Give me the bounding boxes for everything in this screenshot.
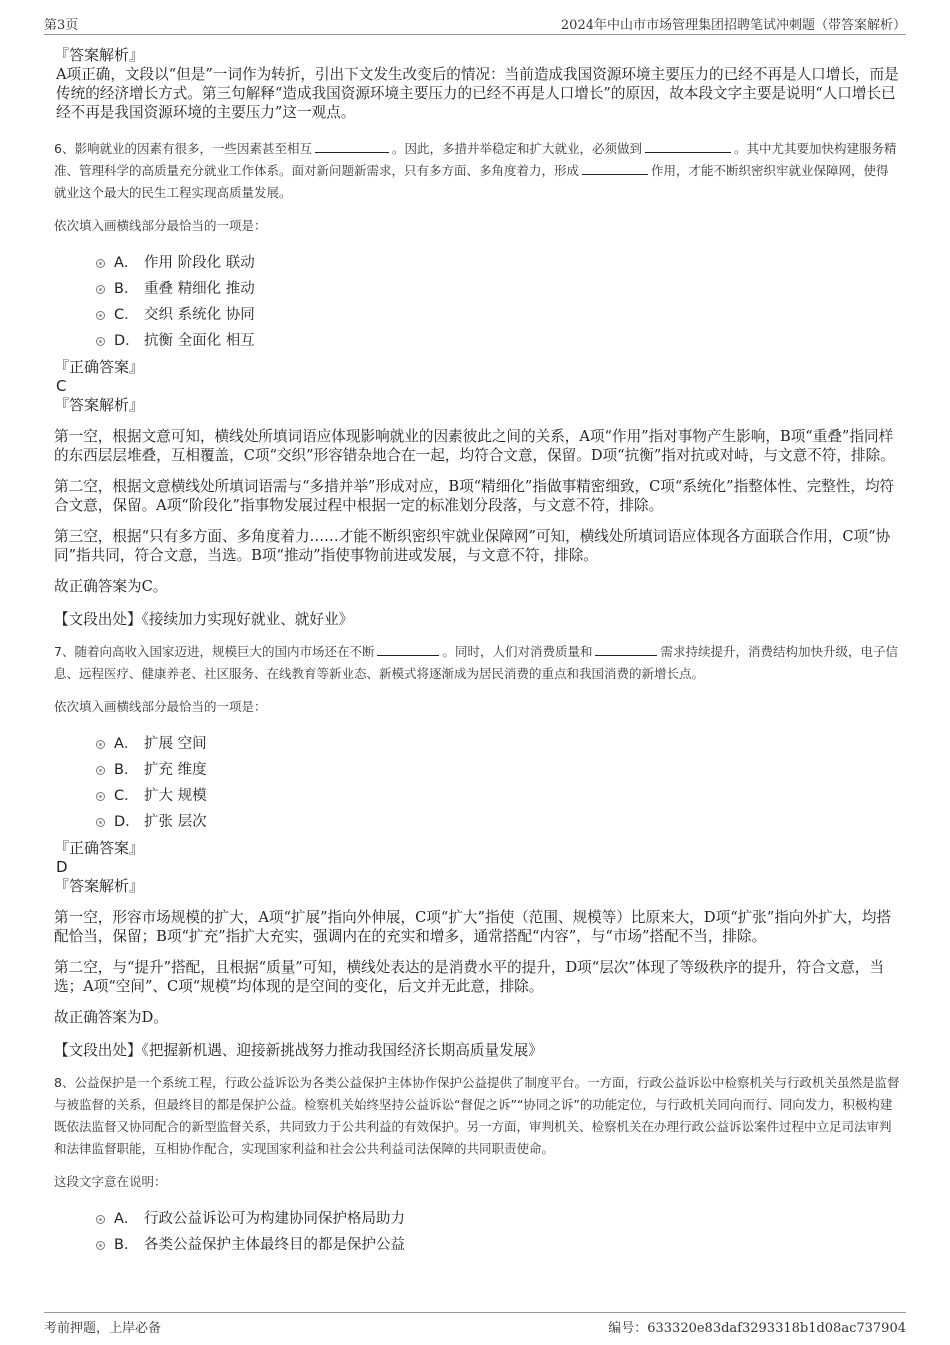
fill-blank: [582, 162, 648, 175]
page-header: [44, 12, 906, 35]
question-6: [54, 138, 900, 629]
analysis-paragraph: 第二空，根据文意横线处所填词语需与“多措并举”形成对应，B项“精细化”指做事精密细致，C项“系统化”指整体性、完整性，均符合文意，保留。A项“阶段化”指事物发展过程中根据一定的标准划分段落，与文意不符，排除。: [54, 478, 895, 514]
option-b[interactable]: B． 扩充 维度: [54, 757, 900, 783]
question-instruction: 依次填入画横线部分最恰当的一项是：: [54, 218, 267, 233]
correct-answer-tag: 『正确答案』: [54, 839, 145, 857]
option-d[interactable]: D． 扩张 层次: [54, 809, 900, 835]
source-citation: 【文段出处】《接续加力实现好就业、就好业》: [54, 611, 354, 628]
radio-button[interactable]: [96, 818, 105, 827]
option-list: [54, 731, 900, 835]
document-title: 2024年中山市市场管理集团招聘笔试冲刺题（带答案解析）: [560, 18, 906, 33]
radio-button[interactable]: [96, 259, 105, 268]
radio-button[interactable]: [96, 792, 105, 801]
radio-button[interactable]: [96, 1215, 105, 1224]
fill-blank: [377, 643, 439, 656]
option-a[interactable]: A． 作用 阶段化 联动: [54, 250, 900, 276]
question-instruction: 这段文字意在说明：: [54, 1174, 167, 1189]
footer-slogan: 考前押题，上岸必备: [44, 1321, 162, 1336]
radio-button[interactable]: [96, 1241, 105, 1250]
correct-answer: C: [56, 377, 67, 395]
page-footer: [44, 1312, 906, 1339]
radio-button[interactable]: [96, 285, 105, 294]
analysis-tag: 『答案解析』: [54, 877, 145, 895]
analysis-paragraph: 第一空，形容市场规模的扩大，A项“扩展”指向外伸展，C项“扩大”指使（范围、规模等）比原来大，D项“扩张”指向外扩大，均搭配恰当，保留；B项“扩充”指扩大充实，强调内在的充实和增多，通常搭配“内容”，与“市场”搭配不当，排除。: [54, 909, 892, 945]
question-stem: 7、随着向高收入国家迈进，规模巨大的国内市场还在不断 。同时，人们对消费质量和 需求持续提升，消费结构加快升级，电子信息、远程医疗、健康养老、社区服务、在线教育等新业态、新模式将逐渐成为居民消费的重点和我国消费的新增长点。: [54, 644, 898, 681]
analysis-paragraph: 第二空，与“提升”搭配，且根据“质量”可知，横线处表达的是消费水平的提升，D项“层次”体现了等级秩序的提升，符合文意，当选；A项“空间”、C项“规模”均体现的是空间的变化，后文并无此意，排除。: [54, 959, 884, 995]
page-content: [54, 44, 900, 1258]
correct-answer: D: [56, 858, 68, 876]
question-stem: 8、公益保护是一个系统工程，行政公益诉讼为各类公益保护主体协作保护公益提供了制度平台。一方面，行政公益诉讼中检察机关与行政机关虽然是监督与被监督的关系，但最终目的都是保护公益。检察机关始终坚持公益诉讼“督促之诉”“协同之诉”的功能定位，与行政机关同向而行、同向发力，积极构建既依法监督又协同配合的新型监督关系，共同致力于公共利益的有效保护。另一方面，审判机关、检察机关在办理行政公益诉讼案件过程中立足司法审判和法律监督职能，互相协作配合，实现国家利益和社会公共利益司法保障的共同职责使命。: [54, 1075, 900, 1156]
analysis-paragraph: 第三空，根据“只有多方面、多角度着力……才能不断织密织牢就业保障网”可知，横线处所填词语应体现各方面联合作用，C项“协同”指共同，符合文意，当选。B项“推动”指使事物前进或发展，与文意不符，排除。: [54, 528, 891, 564]
analysis-tag: 『答案解析』: [54, 396, 145, 414]
analysis-text: A项正确，文段以“但是”一词作为转折，引出下文发生改变后的情况：当前造成我国资源环境主要压力的已经不再是人口增长，而是传统的经济增长方式。第三句解释“造成我国资源环境主要压力的已经不再是人口增长”的原因，故本段文字主要是说明“人口增长已经不再是我国资源环境的主要压力”这一观点。: [56, 66, 899, 121]
analysis-tag: 『答案解析』: [54, 46, 145, 64]
fill-blank: [315, 140, 389, 153]
analysis-paragraph: 第一空，根据文意可知，横线处所填词语应体现影响就业的因素彼此之间的关系，A项“作用”指对事物产生影响，B项“重叠”指同样的东西层层堆叠，互相覆盖，C项“交织”形容错杂地合在一起，均符合文意，保留。D项“抗衡”指对抗或对峙，与文意不符，排除。: [54, 428, 895, 464]
analysis-paragraph: 故正确答案为D。: [54, 1009, 168, 1026]
document-id: 编号：633320e83daf3293318b1d08ac737904: [608, 1321, 906, 1336]
question-number: 7、: [54, 644, 75, 659]
option-list: [54, 250, 900, 354]
radio-button[interactable]: [96, 311, 105, 320]
option-a[interactable]: A． 扩展 空间: [54, 731, 900, 757]
fill-blank: [645, 140, 731, 153]
analysis-paragraph: 故正确答案为C。: [54, 578, 168, 595]
correct-answer-tag: 『正确答案』: [54, 358, 145, 376]
question-7: [54, 641, 900, 1060]
radio-button[interactable]: [96, 766, 105, 775]
option-c[interactable]: C． 交织 系统化 协同: [54, 302, 900, 328]
question-number: 6、: [54, 141, 75, 156]
option-b[interactable]: B． 各类公益保护主体最终目的都是保护公益: [54, 1232, 900, 1258]
source-citation: 【文段出处】《把握新机遇、迎接新挑战努力推动我国经济长期高质量发展》: [54, 1042, 543, 1059]
option-list: [54, 1206, 900, 1258]
page-number: 第3页: [44, 18, 79, 33]
option-c[interactable]: C． 扩大 规模: [54, 783, 900, 809]
question-8: [54, 1072, 900, 1258]
question-stem: 6、影响就业的因素有很多，一些因素甚至相互 。因此，多措并举稳定和扩大就业，必须做到 。其中尤其要加快构建服务精准、管理科学的高质量充分就业工作体系。面对新问题新需求，只有多方面、多角度着力，形成 作用，才能不断织密织牢就业保障网，使得就业这个最大的民生工程实现高质量发展。: [54, 141, 897, 200]
option-b[interactable]: B． 重叠 精细化 推动: [54, 276, 900, 302]
option-a[interactable]: A． 行政公益诉讼可为构建协同保护格局助力: [54, 1206, 900, 1232]
fill-blank: [595, 643, 657, 656]
option-d[interactable]: D． 抗衡 全面化 相互: [54, 328, 900, 354]
question-instruction: 依次填入画横线部分最恰当的一项是：: [54, 699, 267, 714]
radio-button[interactable]: [96, 337, 105, 346]
radio-button[interactable]: [96, 740, 105, 749]
question-number: 8、: [54, 1075, 75, 1090]
